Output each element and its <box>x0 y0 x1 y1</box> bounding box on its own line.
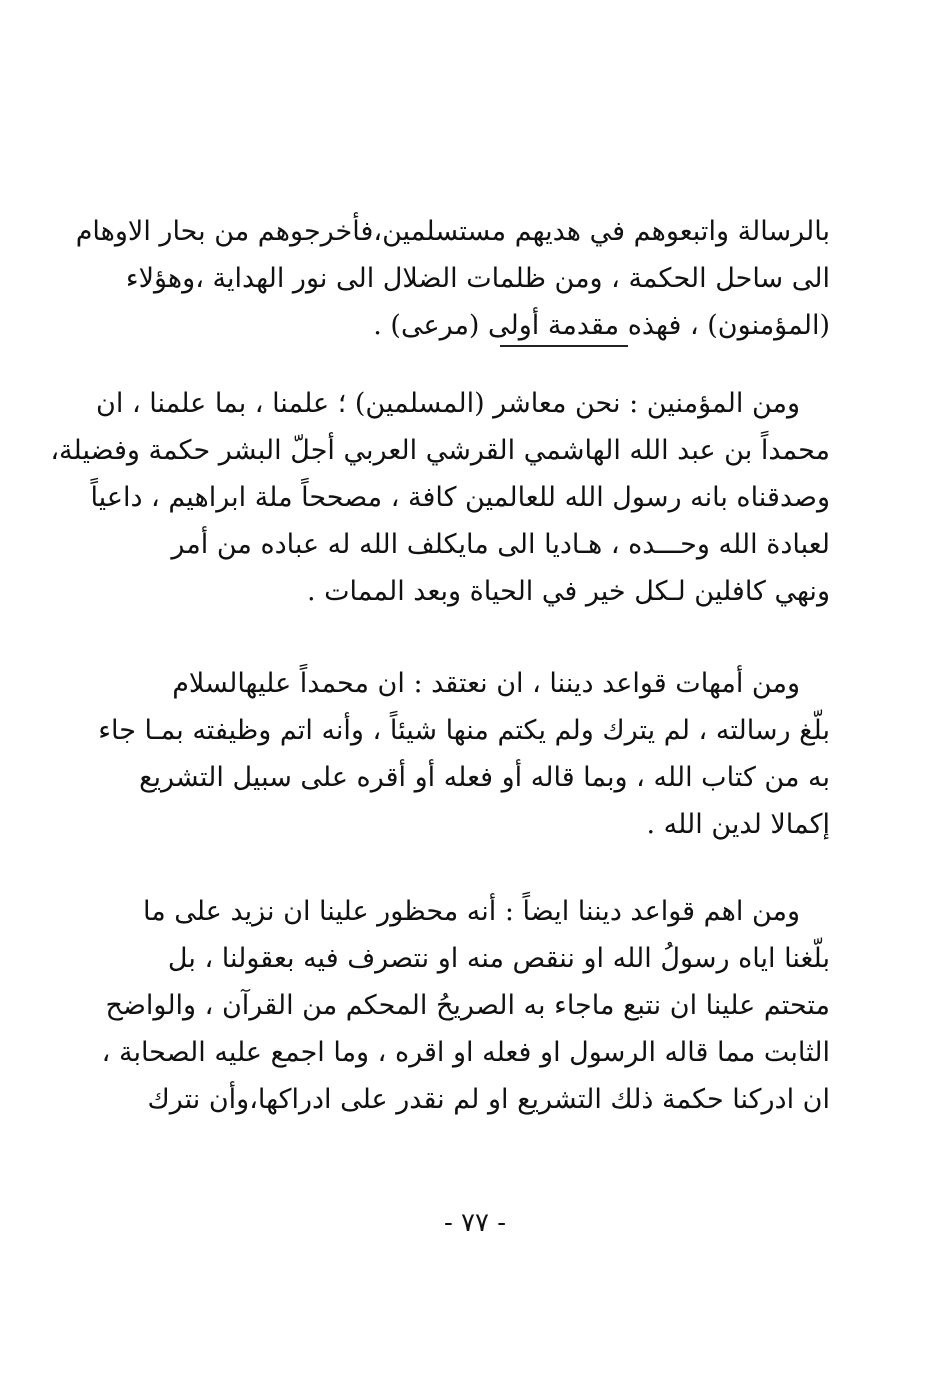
text-line: إكمالا لدين الله . <box>646 809 830 840</box>
text-line: ونهي كافلين لـكل خير في الحياة وبعد الممات . <box>306 576 830 607</box>
text-line: وصدقناه بانه رسول الله للعالمين كافة ، مصححاً ملة ابراهيم ، داعياً <box>90 482 830 513</box>
text-line: بالرسالة واتبعوهم في هديهم مستسلمين،فأخرجوهم من بحار الاوهام <box>75 216 830 247</box>
text-line: لعبادة الله وحـــده ، هـاديا الى مايكلف الله له عباده من أمر <box>171 529 830 560</box>
paragraph-1 <box>75 208 830 349</box>
text-line: ومن أمهات قواعد ديننا ، ان نعتقد : ان محمداً عليهالسلام <box>172 668 800 699</box>
text-line: ومن المؤمنين : نحن معاشر (المسلمين) ؛ علمنا ، بما علمنا ، ان <box>96 388 800 419</box>
text-line: الثابت مما قاله الرسول او فعله او اقره ، وما اجمع عليه الصحابة ، <box>101 1037 830 1068</box>
text-line: ان ادركنا حكمة ذلك التشريع او لم نقدر على ادراكها،وأن نترك <box>147 1084 830 1115</box>
text-line: بلّغ رسالته ، لم يترك ولم يكتم منها شيئاً ، وأنه اتم وظيفته بمـا جاء <box>98 715 830 746</box>
text-line: متحتم علينا ان نتبع ماجاء به الصريحُ المحكم من القرآن ، والواضح <box>105 990 830 1021</box>
text-line: الى ساحل الحكمة ، ومن ظلمات الضلال الى نور الهداية ،وهؤلاء <box>125 263 830 294</box>
paragraph-2 <box>50 380 830 615</box>
paragraph-4 <box>101 888 830 1123</box>
text-line: به من كتاب الله ، وبما قاله أو فعله أو أقره على سبيل التشريع <box>139 762 830 793</box>
text-line: (المؤمنون) ، فهذه مقدمة أولى (مرعى) . <box>373 310 830 341</box>
text-line: ومن اهم قواعد ديننا ايضاً : أنه محظور علينا ان نزيد على ما <box>143 896 800 927</box>
paragraph-3 <box>98 660 830 848</box>
text-line: بلّغنا اياه رسولُ الله او ننقص منه او نتصرف فيه بعقولنا ، بل <box>167 943 830 974</box>
text-line: محمداً بن عبد الله الهاشمي القرشي العربي أجلّ البشر حكمة وفضيلة، <box>50 435 830 466</box>
page-number: - ٧٧ - <box>443 1208 507 1238</box>
underline-mark <box>500 345 628 347</box>
